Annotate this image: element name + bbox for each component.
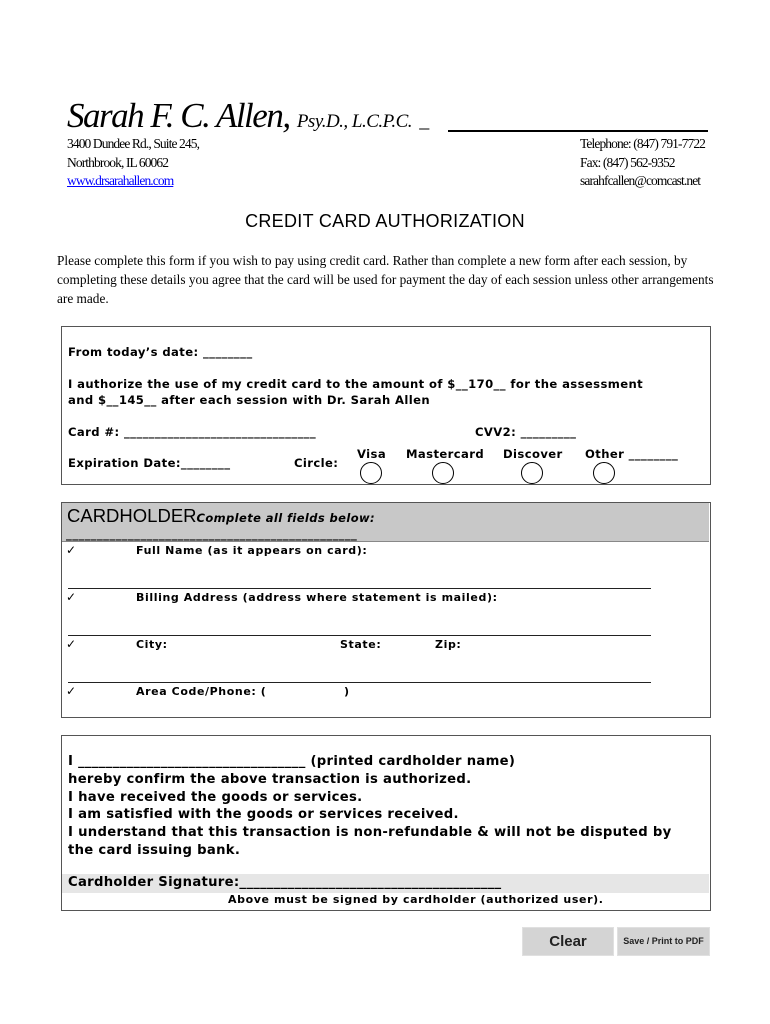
- check-icon: ✓: [66, 684, 77, 698]
- practitioner-name: [67, 96, 429, 136]
- mastercard-label: Mastercard: [406, 447, 485, 461]
- amount-authorization: [68, 377, 643, 391]
- other-radio[interactable]: [593, 462, 615, 484]
- city-state-zip-field[interactable]: [68, 682, 651, 683]
- visa-radio[interactable]: [360, 462, 382, 484]
- fax: Fax: (847) 562-9352: [580, 154, 675, 170]
- address-block: [67, 135, 199, 191]
- phone-close-paren: ): [344, 685, 350, 698]
- website-link[interactable]: www.drsarahallen.com: [67, 173, 174, 188]
- other-label[interactable]: Other ________: [585, 447, 679, 461]
- discover-label: Discover: [503, 447, 563, 461]
- visa-label: Visa: [357, 447, 387, 461]
- expiration-field[interactable]: Expiration Date:________: [68, 456, 231, 470]
- address-line-2: Northbrook, IL 60062: [67, 154, 169, 170]
- city-label: City:: [136, 638, 168, 651]
- confirmation-line-6: the card issuing bank.: [68, 842, 241, 858]
- cardholder-subtitle: Complete all fields below:: [196, 511, 376, 525]
- assessment-amount-field[interactable]: __170__: [455, 377, 506, 391]
- session-prefix: and $: [68, 393, 107, 407]
- zip-label: Zip:: [435, 638, 462, 651]
- form-title: CREDIT CARD AUTHORIZATION: [245, 211, 525, 231]
- confirmation-line-2: hereby confirm the above transaction is authorized.: [68, 771, 472, 787]
- clear-button[interactable]: Clear: [522, 927, 614, 956]
- confirmation-text: [68, 753, 671, 860]
- confirmation-line-4: I am satisfied with the goods or services received.: [68, 807, 459, 823]
- intro-text: Please complete this form if you wish to pay using credit card. Rather than complete a new form after each session, by completing these details you agree that the card will be used for payment the day of each session unless other arrangements are made.: [57, 253, 714, 306]
- discover-radio[interactable]: [521, 462, 543, 484]
- signature-field[interactable]: Cardholder Signature:______________________________________: [68, 875, 502, 890]
- check-icon: ✓: [66, 637, 77, 651]
- authorize-suffix: for the assessment: [505, 377, 644, 391]
- title-blank: _: [419, 110, 430, 132]
- session-authorization: [68, 393, 430, 407]
- cardholder-heading-underline: _______________________________________________: [66, 527, 358, 541]
- cvv-field[interactable]: CVV2: _________: [475, 425, 577, 439]
- session-suffix: after each session with Dr. Sarah Allen: [156, 393, 431, 407]
- cardholder-title: CARDHOLDER: [67, 505, 197, 526]
- card-number-field[interactable]: Card #: _______________________________: [68, 425, 317, 439]
- date-field[interactable]: From today’s date: ________: [68, 345, 253, 359]
- authorize-prefix: I authorize the use of my credit card to the amount of $: [68, 377, 456, 391]
- printed-name-field[interactable]: I _________________________________ (printed cardholder name): [68, 754, 516, 769]
- address-line-1: 3400 Dundee Rd., Suite 245,: [67, 136, 200, 151]
- phone-label: Area Code/Phone: (: [136, 685, 267, 698]
- confirmation-line-3: I have received the goods or services.: [68, 789, 363, 805]
- session-amount-field[interactable]: __145__: [106, 393, 157, 407]
- telephone: Telephone: (847) 791-7722: [580, 136, 706, 151]
- header-rule: [448, 130, 708, 132]
- confirmation-line-5: I understand that this transaction is non-refundable & will not be disputed by: [68, 825, 672, 841]
- mastercard-radio[interactable]: [432, 462, 454, 484]
- full-name-label: Full Name (as it appears on card):: [136, 544, 368, 557]
- state-label: State:: [340, 638, 382, 651]
- billing-address-label: Billing Address (address where statement is mailed):: [136, 591, 498, 604]
- check-icon: ✓: [66, 543, 77, 557]
- billing-address-field[interactable]: [68, 635, 651, 636]
- contact-block: [580, 135, 705, 191]
- name-text: Sarah F. C. Allen,: [67, 96, 290, 135]
- email: sarahfcallen@comcast.net: [580, 173, 701, 188]
- full-name-field[interactable]: [68, 588, 651, 589]
- signature-note: Above must be signed by cardholder (authorized user).: [228, 893, 604, 906]
- circle-label: Circle:: [294, 456, 339, 470]
- cardholder-heading: [67, 505, 375, 527]
- check-icon: ✓: [66, 590, 77, 604]
- save-print-pdf-button[interactable]: Save / Print to PDF: [617, 927, 710, 956]
- credentials: Psy.D., L.C.P.C.: [296, 111, 413, 132]
